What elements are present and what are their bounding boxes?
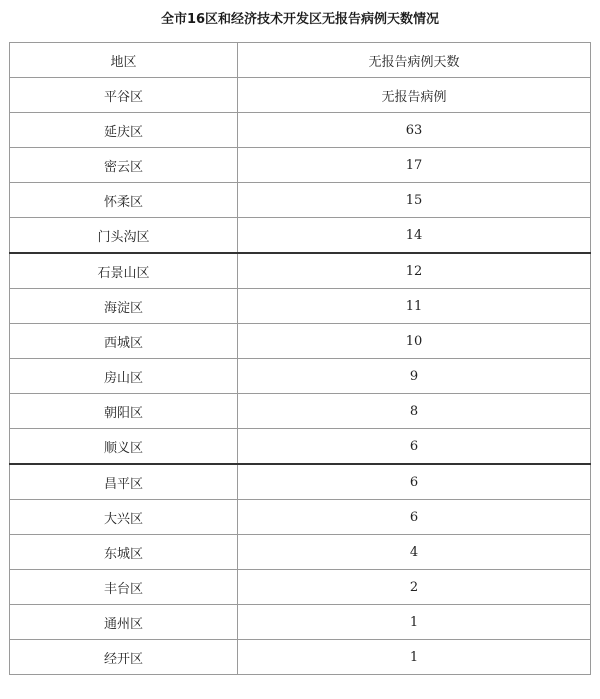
district-cell: 平谷区 [10, 78, 238, 113]
district-cell: 大兴区 [10, 500, 238, 535]
district-cell: 门头沟区 [10, 218, 238, 254]
table-row [10, 464, 591, 500]
district-cell: 昌平区 [10, 464, 238, 500]
days-cell: 14 [238, 218, 591, 254]
district-cell: 密云区 [10, 148, 238, 183]
district-cell: 延庆区 [10, 113, 238, 148]
days-cell: 1 [238, 605, 591, 640]
table-header-row [10, 43, 591, 78]
days-cell: 4 [238, 535, 591, 570]
table-row [10, 429, 591, 465]
table-row [10, 640, 591, 675]
district-cell: 海淀区 [10, 289, 238, 324]
days-cell: 63 [238, 113, 591, 148]
table-row [10, 570, 591, 605]
days-cell: 无报告病例 [238, 78, 591, 113]
table-row [10, 324, 591, 359]
table-row [10, 500, 591, 535]
header-district: 地区 [10, 43, 238, 78]
days-cell: 1 [238, 640, 591, 675]
table-row [10, 253, 591, 289]
days-cell: 15 [238, 183, 591, 218]
district-cell: 经开区 [10, 640, 238, 675]
district-cell: 东城区 [10, 535, 238, 570]
table-row [10, 218, 591, 254]
table-row [10, 78, 591, 113]
days-cell: 9 [238, 359, 591, 394]
table-row [10, 394, 591, 429]
district-cell: 房山区 [10, 359, 238, 394]
table-row [10, 605, 591, 640]
table-title: 全市16区和经济技术开发区无报告病例天数情况 [160, 12, 440, 27]
district-cell: 朝阳区 [10, 394, 238, 429]
table-row [10, 359, 591, 394]
district-cell: 石景山区 [10, 253, 238, 289]
days-cell: 10 [238, 324, 591, 359]
days-cell: 11 [238, 289, 591, 324]
district-cell: 西城区 [10, 324, 238, 359]
district-cell: 丰台区 [10, 570, 238, 605]
days-cell: 6 [238, 429, 591, 465]
days-cell: 12 [238, 253, 591, 289]
table-row [10, 535, 591, 570]
district-cell: 通州区 [10, 605, 238, 640]
days-cell: 2 [238, 570, 591, 605]
table-row [10, 183, 591, 218]
table-row [10, 289, 591, 324]
days-cell: 17 [238, 148, 591, 183]
table-row [10, 148, 591, 183]
district-cell: 怀柔区 [10, 183, 238, 218]
table-row [10, 113, 591, 148]
district-cell: 顺义区 [10, 429, 238, 465]
header-days: 无报告病例天数 [238, 43, 591, 78]
days-cell: 6 [238, 464, 591, 500]
days-cell: 8 [238, 394, 591, 429]
days-cell: 6 [238, 500, 591, 535]
no-case-days-table [9, 42, 591, 675]
